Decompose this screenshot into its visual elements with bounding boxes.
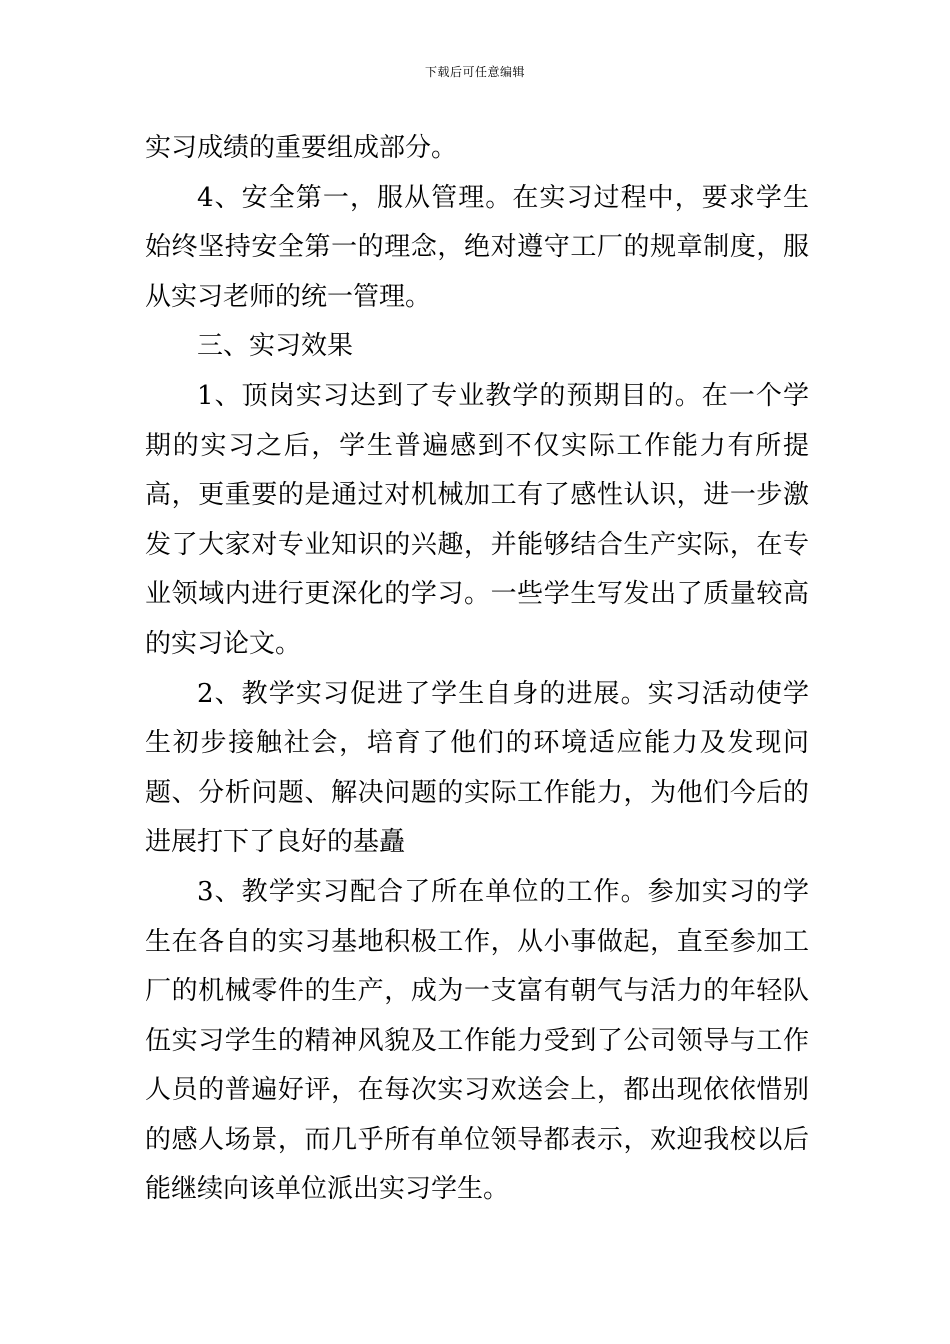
paragraph-item-4-safety: 4、安全第一，服从管理。在实习过程中，要求学生始终坚持安全第一的理念，绝对遵守工厂的规章制度，服从实习老师的统一管理。 bbox=[145, 182, 809, 312]
paragraph-result-1: 1、顶岗实习达到了专业教学的预期目的。在一个学期的实习之后，学生普遍感到不仅实际工作能力有所提高，更重要的是通过对机械加工有了感性认识，进一步激发了大家对专业知识的兴趣，并能够结合生产实际，在专业领域内进行更深化的学习。一些学生写发出了质量较高的实习论文。 bbox=[145, 380, 809, 659]
page-header: 下载后可任意编辑 bbox=[424, 65, 525, 79]
paragraph-continuation: 实习成绩的重要组成部分。 bbox=[145, 133, 458, 163]
document-body bbox=[145, 124, 809, 1215]
paragraph-result-2: 2、教学实习促进了学生自身的进展。实习活动使学生初步接触社会，培育了他们的环境适应能力及发现问题、分析问题、解决问题的实际工作能力，为他们今后的进展打下了良好的基矗 bbox=[145, 678, 809, 858]
section-heading-internship-results: 三、实习效果 bbox=[197, 331, 354, 362]
paragraph-result-3: 3、教学实习配合了所在单位的工作。参加实习的学生在各自的实习基地积极工作，从小事做起，直至参加工厂的机械零件的生产，成为一支富有朝气与活力的年轻队伍实习学生的精神风貌及工作能力受到了公司领导与工作人员的普遍好评，在每次实习欢送会上，都出现依依惜别的感人场景，而几乎所有单位领导都表示，欢迎我校以后能继续向该单位派出实习学生。 bbox=[145, 876, 809, 1205]
